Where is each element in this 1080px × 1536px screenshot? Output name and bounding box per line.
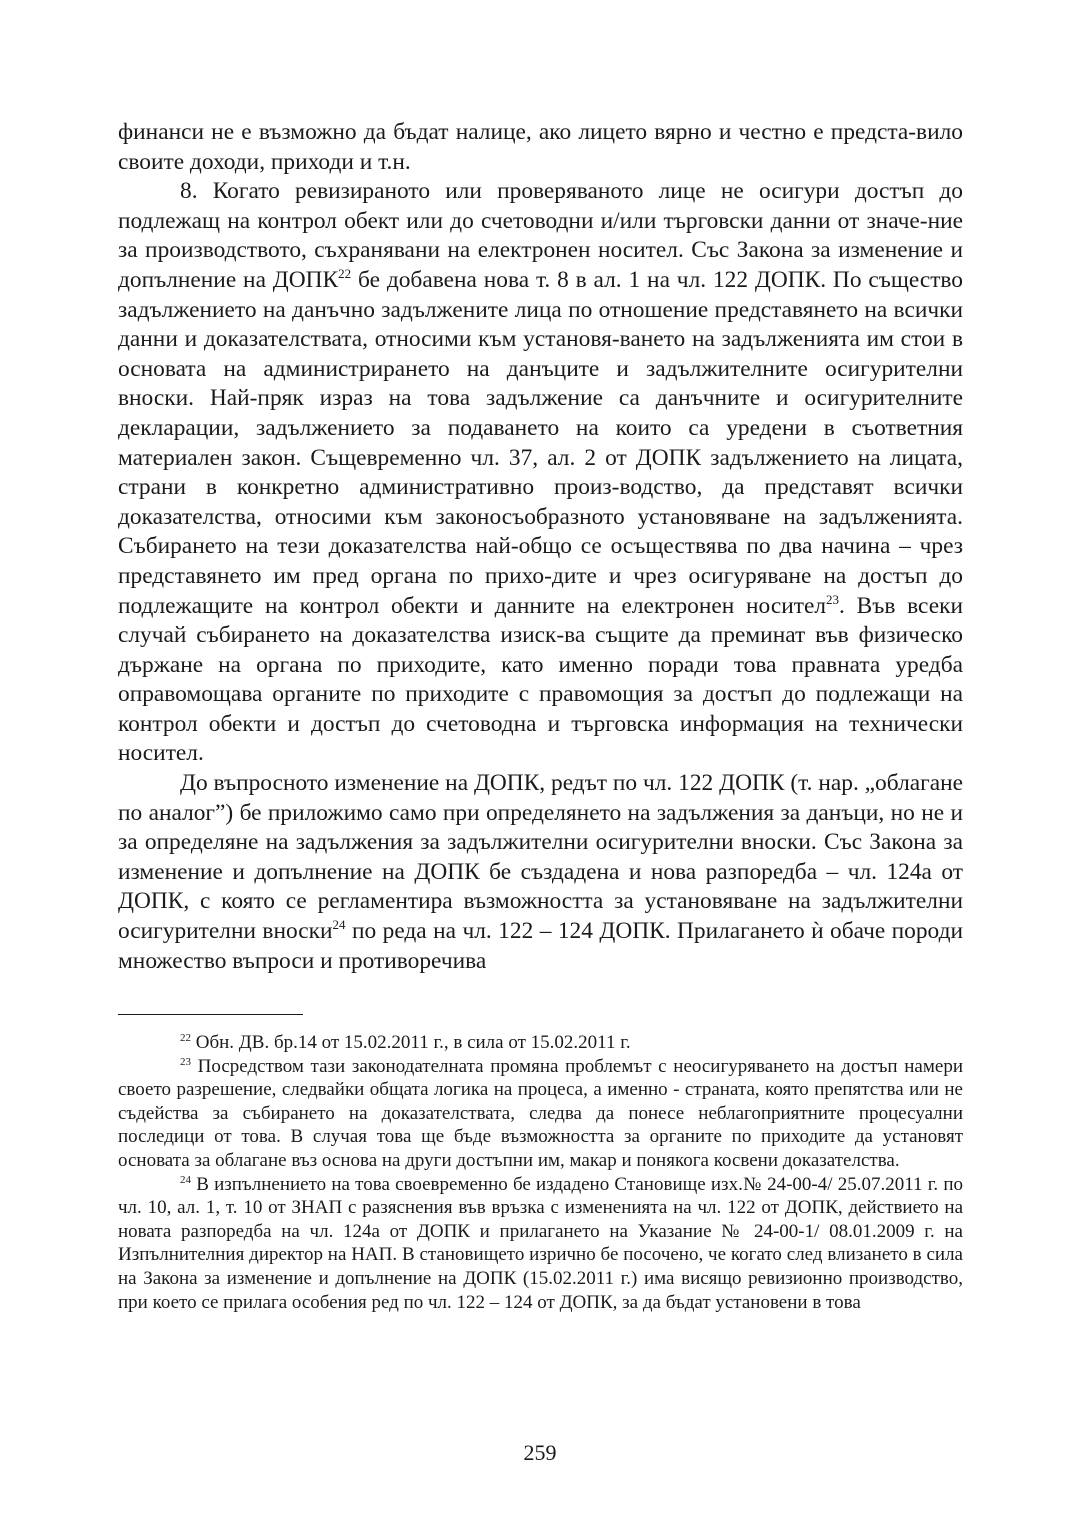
footnote-ref: 22 [180,1032,191,1044]
page-number: 259 [523,1440,557,1465]
footnote-ref: 24 [180,1173,191,1186]
text-run: . Във всеки случай събирането на доказателства изиск-ва същите да преминат във физическо държане на органа по приходите, като именно поради това правната уредба оправомощава органите по приходите с правомощия за достъп до подлежащи на контрол обекти и достъп до счетоводна и търговска информация на технически носител. [118,592,963,767]
text-run: Обн. ДВ. бр.14 от 15.02.2011 г., в сила от 15.02.2011 г. [191,1032,631,1053]
text-run: До въпросното изменение на ДОПК, редът по чл. 122 ДОПК (т. нар. „облагане по аналог”) бе приложимо само при определянето на задължения за данъци, но не и за определяне на задължения за задължителни осигурителни вноски. Със Закона за изменение и допълнение на ДОПК бе създадена и нова разпоредба – чл. 124а от ДОПК, с която се регламентира възможността за установяване на задължителни осигурителни вноски [118,770,963,945]
text-run: 8. Когато ревизираното или проверяваното лице не осигури достъп до подлежащ на контрол обект или до счетоводни и/или търговски данни от значе-ние за производството, съхранявани на електронен носител. Със Закона за изменение и допълнение на ДОПК [118,178,963,293]
paragraph-3 [118,769,963,976]
text-run: Посредством тази законодателната промяна проблемът с неосигуряването на достъп намери своето разрешение, следвайки общата логика на процеса, а именно - страната, която препятства или не съдейства за събирането на доказателствата, следва да понесе неблагоприятните процесуални последици от това. В случая това ще бъде възможността за органите по приходите да установят основата за облагане въз основа на други достъпни им, макар и понякога косвени доказателства. [118,1055,963,1171]
text-run: бе добавена нова т. 8 в ал. 1 на чл. 122 ДОПК. По същество задължението на данъчно задължените лица по отношение представянето на всички данни и доказателствата, относими към установя-ването на задълженията им стои в основата на администрирането на данъците и задължителните осигурителни вноски. Най-пряк израз на това задължение са данъчните и осигурителните декларации, задължението за подаването на които са уредени в съответния материален закон. Същевременно чл. 37, ал. 2 от ДОПК задължението на лицата, страни в конкретно административно произ-водство, да представят всички доказателства, относими към законосъобразното установяване на задълженията. Събирането на тези доказателства най-общо се осъществява по два начина – чрез представянето им пред органа по прихо-дите и чрез осигуряване на достъп до подлежащите на контрол обекти и данните на електронен носител [118,266,963,619]
text-run: по реда на чл. 122 – 124 ДОПК. Прилагането ѝ обаче породи множество въпроси и противоречива [118,918,963,974]
footnote-ref: 22 [338,265,352,281]
footnotes [118,1031,963,1314]
footnote-24 [118,1173,963,1315]
text-run: финанси не е възможно да бъдат налице, ако лицето вярно и честно е предста-вило своите доходи, приходи и т.н. [118,119,963,175]
paragraph-2 [118,177,963,769]
footnote-separator [118,1014,303,1015]
footnote-ref: 23 [826,591,840,607]
main-text [118,118,963,976]
footnote-22 [118,1031,963,1055]
text-run: В изпълнението на това своевременно бе издадено Становище изх.№ 24-00-4/ 25.07.2011 г. по чл. 10, ал. 1, т. 10 от ЗНАП с разяснения във връзка с измененията на чл. 122 от ДОПК, действието на новата разпоредба на чл. 124а от ДОПК и прилагането на Указание № 24-00-1/ 08.01.2009 г. на Изпълнителния директор на НАП. В становището изрично бе посочено, че когато след влизането в сила на Закона за изменение и допълнение на ДОПК (15.02.2011 г.) има висящо ревизионно производство, при което се прилага особения ред по чл. 122 – 124 от ДОПК, за да бъдат установени в това [118,1173,963,1313]
footnote-23 [118,1055,963,1173]
footnote-ref: 24 [332,917,346,933]
paragraph-1 [118,118,963,177]
footnote-ref: 23 [180,1055,191,1068]
